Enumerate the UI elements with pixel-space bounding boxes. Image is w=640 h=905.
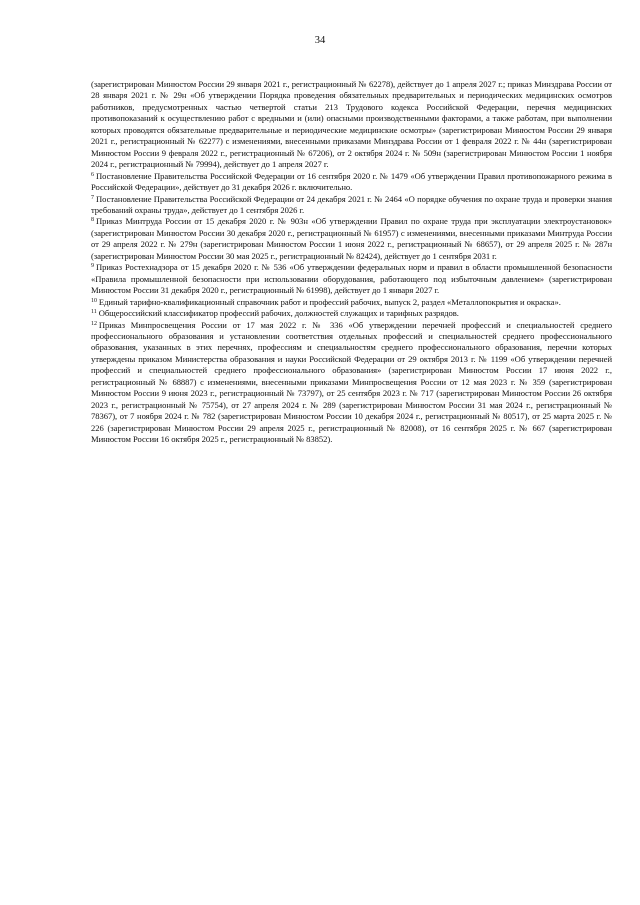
footnote-text: Приказ Минпросвещения России от 17 мая 2022 г. № 336 «Об утверждении перечней профессий и специальностей среднего профессионального образования и установлении соответствия отдельных профессий и специальностей среднего профессионального образования, указанных в этих перечнях, профессиям и специальностям среднего профессионального образования, перечни которых утверждены приказом Министерства образования и науки Российской Федерации от 29 октября 2013 г. № 1199 «Об утверждении перечней профессий и специальностей среднего профессионального образования» (зарегистрирован Минюстом России 17 июня 2022 г., регистрационный № 68887) с изменениями, внесенными приказами Минпросвещения России от 12 мая 2023 г. № 359 (зарегистрирован Минюстом России 9 июня 2023 г., регистрационный № 73797), от 25 сентября 2023 г. № 717 (зарегистрирован Минюстом России 26 октября 2023 г., регистрационный № 75754), от 27 апреля 2024 г. № 289 (зарегистрирован Минюстом России 31 мая 2024 г., регистрационный № 78367), от 7 ноября 2024 г. № 782 (зарегистрирован Минюстом России 10 декабря 2024 г., регистрационный № 80517), от 25 марта 2025 г. № 226 (зарегистрирован Минюстом России 29 апреля 2025 г., регистрационный № 82008), от 16 сентября 2025 г. № 667 (зарегистрирован Минюстом России 16 октября 2025 г., регистрационный № 83852). [91, 319, 612, 445]
footnote-marker: 8 [91, 217, 94, 224]
page-number: 34 [314, 35, 326, 46]
footnote-10 [91, 297, 612, 308]
footnote-text: Постановление Правительства Российской Федерации от 16 сентября 2020 г. № 1479 «Об утверждении Правил противопожарного режима в Российской Федерации», действует до 31 декабря 2026 г. включительно. [91, 170, 612, 193]
footnote-6 [91, 171, 612, 194]
footnote-marker: 9 [91, 263, 94, 270]
footnote-text: Постановление Правительства Российской Федерации от 24 декабря 2021 г. № 2464 «О порядке обучения по охране труда и проверки знания требований охраны труда», действует до 1 сентября 2026 г. [91, 193, 612, 215]
footnote-text: Приказ Минтруда России от 15 декабря 2020 г. № 903н «Об утверждении Правил по охране труда при эксплуатации электроустановок» (зарегистрирован Минюстом России 30 декабря 2020 г., регистрационный № 61957) с изменениями, внесенными приказами Минтруда России от 29 апреля 2022 г. № 279н (зарегистрирован Минюстом России 1 июня 2022 г., регистрационный № 68657), от 29 апреля 2025 г. № 287н (зарегистрирован Минюстом России 30 мая 2025 г., регистрационный № 82424), действует до 1 сентября 2031 г. [91, 216, 612, 261]
footnote-text: Общероссийский классификатор профессий рабочих, должностей служащих и тарифных разрядов. [98, 308, 459, 319]
footnote-8 [91, 216, 612, 262]
footnote-9 [91, 262, 612, 296]
footnote-11 [91, 308, 612, 319]
footnote-text: Единый тарифно-квалификационный справочник работ и профессий рабочих, выпуск 2, раздел «Металлопокрытия и окраска». [98, 296, 561, 307]
footnote-marker: 11 [91, 309, 97, 316]
footnote-marker: 12 [91, 320, 97, 327]
footnote-12 [91, 320, 612, 446]
footnote-marker: 7 [91, 194, 94, 201]
footnote-continued [91, 79, 612, 171]
footnote-marker: 6 [91, 171, 94, 178]
footnote-text: (зарегистрирован Минюстом России 29 января 2021 г., регистрационный № 62278), действует до 1 апреля 2027 г.; приказ Минздрава России от 28 января 2021 г. № 29н «Об утверждении Порядка проведения обязательных предварительных и периодических медицинских осмотров работников, предусмотренных частью четвертой статьи 213 Трудового кодекса Российской Федерации, перечня медицинских противопоказаний к осуществлению работ с вредными и (или) опасными производственными факторами, а также работам, при выполнении которых проводятся обязательные предварительные и периодические медицинские осмотры» (зарегистрирован Минюстом России 29 января 2021 г., регистрационный № 62277) с изменениями, внесенными приказами Минздрава России от 1 февраля 2022 г. № 44н (зарегистрирован Минюстом России 9 февраля 2022 г., регистрационный № 67206), от 2 октября 2024 г. № 509н (зарегистрирован Минюстом России 1 ноября 2024 г., регистрационный № 79994), действует до 1 апреля 2027 г. [91, 79, 612, 170]
footnote-text: Приказ Ростехнадзора от 15 декабря 2020 г. № 536 «Об утверждении федеральных норм и правил в области промышленной безопасности «Правила промышленной безопасности при использовании оборудования, работающего под избыточным давлением» (зарегистрирован Минюстом России 31 декабря 2020 г., регистрационный № 61998), действует до 1 января 2027 г. [91, 262, 612, 296]
footnote-7 [91, 194, 612, 217]
footnote-marker: 10 [91, 297, 97, 304]
footnotes-block [91, 79, 612, 446]
